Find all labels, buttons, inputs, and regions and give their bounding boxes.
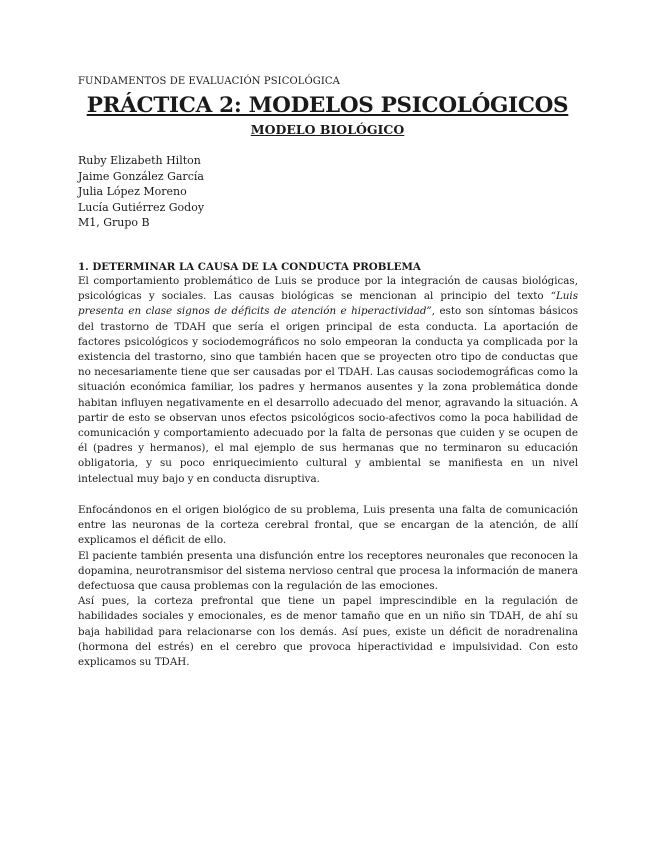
author-name: Jaime González García (78, 169, 204, 183)
paragraph-text: Así pues, la corteza prefrontal que tiene un papel imprescindible en la regulación de habilidades sociales y emocionales, es de menor tamaño que en un niño sin TDAH, de ahí su baja habilidad para relacionarse con los demás. Así pues, existe un déficit de noradrenalina (hormona del estrés) en el cerebro que provoca hiperactividad e impulsividad. Con esto explicamos su TDAH. (78, 595, 578, 669)
paragraph-text: El paciente también presenta una disfunción entre los receptores neuronales que reconocen la dopamina, neurotransmisor del sistema nervioso central que procesa la información de manera defectuosa que causa problemas con la regulación de las emociones. (78, 549, 578, 593)
author-name: Julia López Moreno (78, 185, 187, 198)
paragraph-biological-origin (78, 503, 578, 670)
author-name: Ruby Elizabeth Hilton (78, 154, 201, 167)
quoted-symptoms: “Luis presenta en clase signos de déficits de atención e hiperactividad” (78, 290, 578, 318)
author-list (78, 153, 204, 231)
paragraph-causes (78, 274, 578, 487)
page-subtitle: MODELO BIOLÓGICO (250, 122, 405, 137)
paragraph-text-rest: , esto son síntomas básicos del trastorno de TDAH que sería el origen principal de esta conducta. La aportación de factores psicológicos y sociodemográficos no solo empeoran la conducta ya complicada por la existencia del trastorno, sino que también hacen que se proyecten otro tipo de conductas que no necesariamente tiene que ser causadas por el TDAH. Las causas sociodemográficas como la situación económica familiar, los padres y hermanos ausentes y la zona problemática donde habitan influyen negativamente en el desarrollo adecuado del menor, agravando la situación. A partir de esto se observan unos efectos psicológicos socio-afectivos como la poca habilidad de comunicación y comportamiento adecuado por la falta de personas que cuiden y se ocupen de él (padres y hermanos), el mal ejemplo de sus hermanas que no terminaron su educación obligatoria, y su poco enriquecimiento cultural y ambiental se manifiesta en un nivel intelectual muy bajo y en conducta disruptiva. (78, 305, 578, 485)
author-name: Lucía Gutiérrez Godoy (78, 200, 205, 214)
course-header: FUNDAMENTOS DE EVALUACIÓN PSICOLÓGICA (78, 76, 340, 87)
group-label: M1, Grupo B (78, 216, 150, 229)
paragraph-text: Enfocándonos en el origen biológico de su problema, Luis presenta una falta de comunicación entre las neuronas de la corteza cerebral frontal, que se encargan de la atención, de allí explicamos el déficit de ello. (78, 504, 578, 547)
section-heading: 1. DETERMINAR LA CAUSA DE LA CONDUCTA PROBLEMA (78, 261, 421, 273)
page-title: PRÁCTICA 2: MODELOS PSICOLÓGICOS (86, 93, 569, 118)
paragraph-text-start: El comportamiento problemático de Luis se produce por la integración de causas biológicas, psicológicas y sociales. Las causas biológicas se mencionan al principio del texto (78, 275, 578, 303)
paragraph-text (78, 274, 578, 487)
